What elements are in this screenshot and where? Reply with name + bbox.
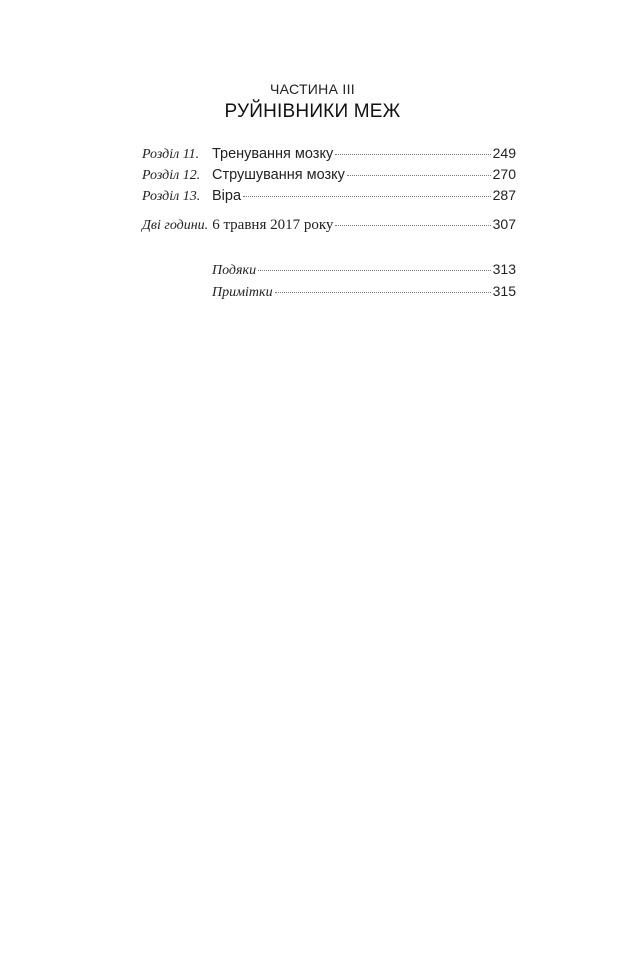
dot-leader	[275, 291, 491, 293]
page-number: 249	[492, 145, 516, 161]
chapter-title: Струшування мозку	[212, 167, 345, 183]
dot-leader	[258, 269, 491, 271]
toc-entry-epilogue[interactable]	[142, 216, 516, 236]
backmatter-title: Примітки	[212, 285, 273, 300]
toc-entry-chapter-13[interactable]	[142, 187, 516, 207]
part-label: ЧАСТИНА III	[270, 81, 355, 97]
toc-entry-acknowledgements[interactable]	[212, 261, 516, 281]
page-number: 315	[492, 283, 516, 299]
page-number: 270	[492, 166, 516, 182]
chapter-label: Розділ 12.	[142, 168, 201, 183]
chapter-label: Розділ 13.	[142, 189, 201, 204]
chapter-title: Тренування мозку	[212, 146, 334, 162]
page-number: 287	[492, 187, 516, 203]
dot-leader	[347, 174, 491, 176]
dot-leader	[335, 153, 490, 155]
toc-entry-chapter-11[interactable]	[142, 145, 516, 165]
backmatter-title: Подяки	[212, 263, 257, 278]
chapter-label: Розділ 11.	[142, 147, 200, 162]
toc-entry-chapter-12[interactable]	[142, 166, 516, 186]
chapter-title: Віра	[212, 188, 242, 204]
toc-entry-notes[interactable]	[212, 283, 516, 303]
dot-leader	[335, 224, 490, 226]
dot-leader	[243, 195, 491, 197]
epilogue-title: 6 травня 2017 року	[212, 217, 334, 233]
part-title: РУЙНІВНИКИ МЕЖ	[224, 101, 401, 122]
page-number: 313	[492, 261, 516, 277]
page-number: 307	[492, 216, 516, 232]
epilogue-label: Дві години.	[142, 218, 209, 233]
